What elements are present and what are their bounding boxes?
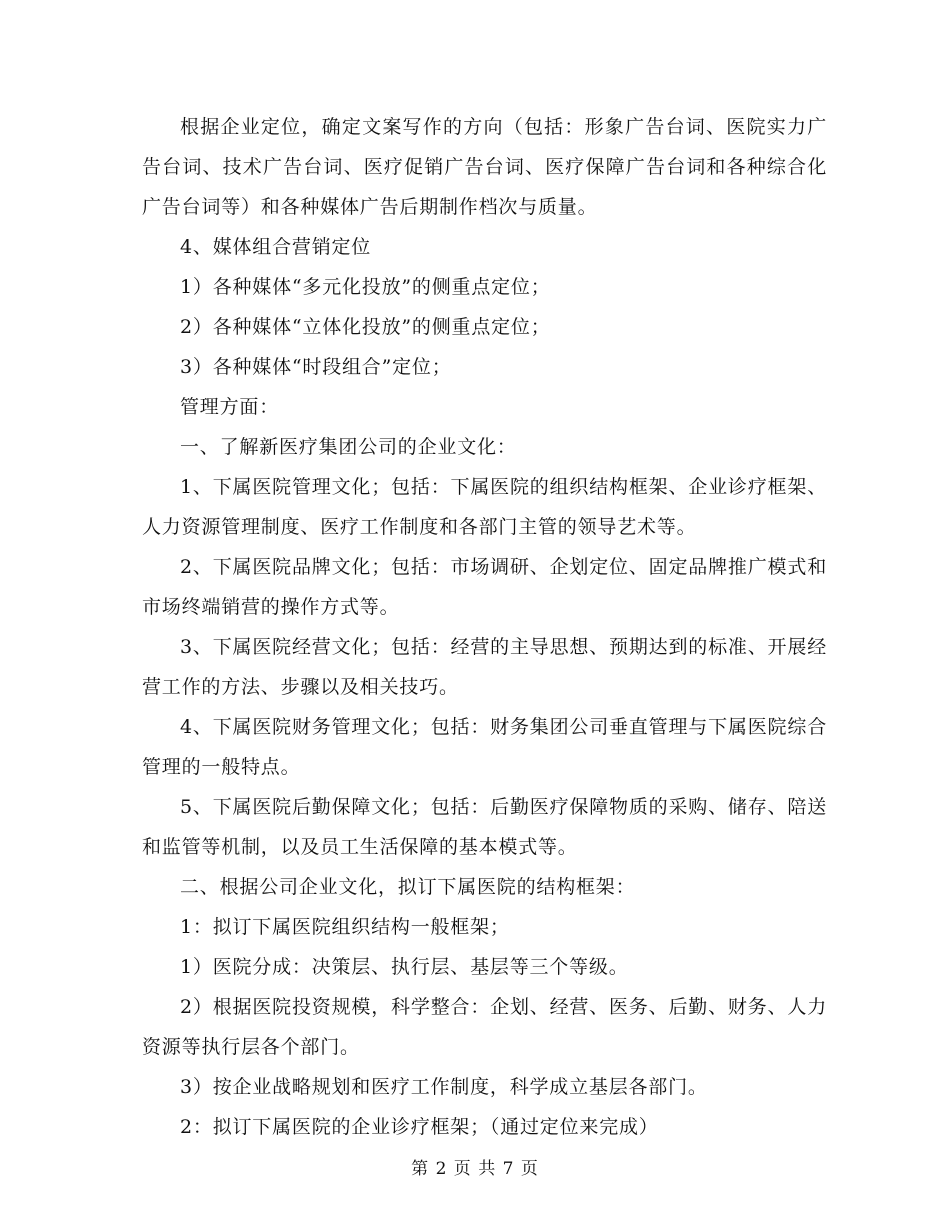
section-heading: 一、了解新医疗集团公司的企业文化： — [180, 436, 517, 458]
paragraph: 3、下属医院经营文化；包括：经营的主导思想、预期达到的标准、开展经营工作的方法、步骤以及相关技巧。 — [142, 636, 827, 698]
section-heading: 管理方面： — [180, 396, 280, 418]
paragraph: 4、媒体组合营销定位 — [180, 236, 372, 258]
paragraph: 5、下属医院后勤保障文化；包括：后勤医疗保障物质的采购、储存、陪送和监管等机制，以及员工生活保障的基本模式等。 — [142, 796, 827, 858]
document-body — [142, 107, 827, 1147]
footer-middle: 页 共 — [453, 1159, 497, 1179]
paragraph: 2、下属医院品牌文化；包括：市场调研、企划定位、固定品牌推广模式和市场终端销营的操作方式等。 — [142, 556, 827, 618]
footer-total-pages: 7 — [502, 1159, 515, 1179]
page-footer — [0, 1154, 950, 1179]
paragraph: 根据企业定位，确定文案写作的方向（包括：形象广告台词、医院实力广告台词、技术广告台词、医疗促销广告台词、医疗保障广告台词和各种综合化广告台词等）和各种媒体广告后期制作档次与质量。 — [142, 116, 827, 218]
paragraph: 4、下属医院财务管理文化；包括：财务集团公司垂直管理与下属医院综合管理的一般特点。 — [142, 716, 827, 778]
footer-prefix: 第 — [411, 1159, 430, 1179]
paragraph: 3）各种媒体“时段组合”定位； — [180, 356, 452, 378]
paragraph: 2）根据医院投资规模，科学整合：企划、经营、医务、后勤、财务、人力资源等执行层各个部门。 — [142, 996, 827, 1058]
paragraph: 3）按企业战略规划和医疗工作制度，科学成立基层各部门。 — [180, 1076, 708, 1098]
section-heading: 二、根据公司企业文化，拟订下属医院的结构框架： — [180, 876, 636, 898]
footer-current-page: 2 — [435, 1159, 448, 1179]
paragraph: 1）各种媒体“多元化投放”的侧重点定位； — [180, 276, 551, 298]
paragraph: 1）医院分成：决策层、执行层、基层等三个等级。 — [180, 956, 629, 978]
paragraph: 2）各种媒体“立体化投放”的侧重点定位； — [180, 316, 551, 338]
paragraph: 1、下属医院管理文化；包括：下属医院的组织结构框架、企业诊疗框架、人力资源管理制度、医疗工作制度和各部门主管的领导艺术等。 — [142, 476, 827, 538]
paragraph: 1：拟订下属医院组织结构一般框架； — [180, 916, 510, 938]
paragraph: 2：拟订下属医院的企业诊疗框架；（通过定位来完成） — [180, 1116, 659, 1138]
footer-suffix: 页 — [520, 1159, 539, 1179]
